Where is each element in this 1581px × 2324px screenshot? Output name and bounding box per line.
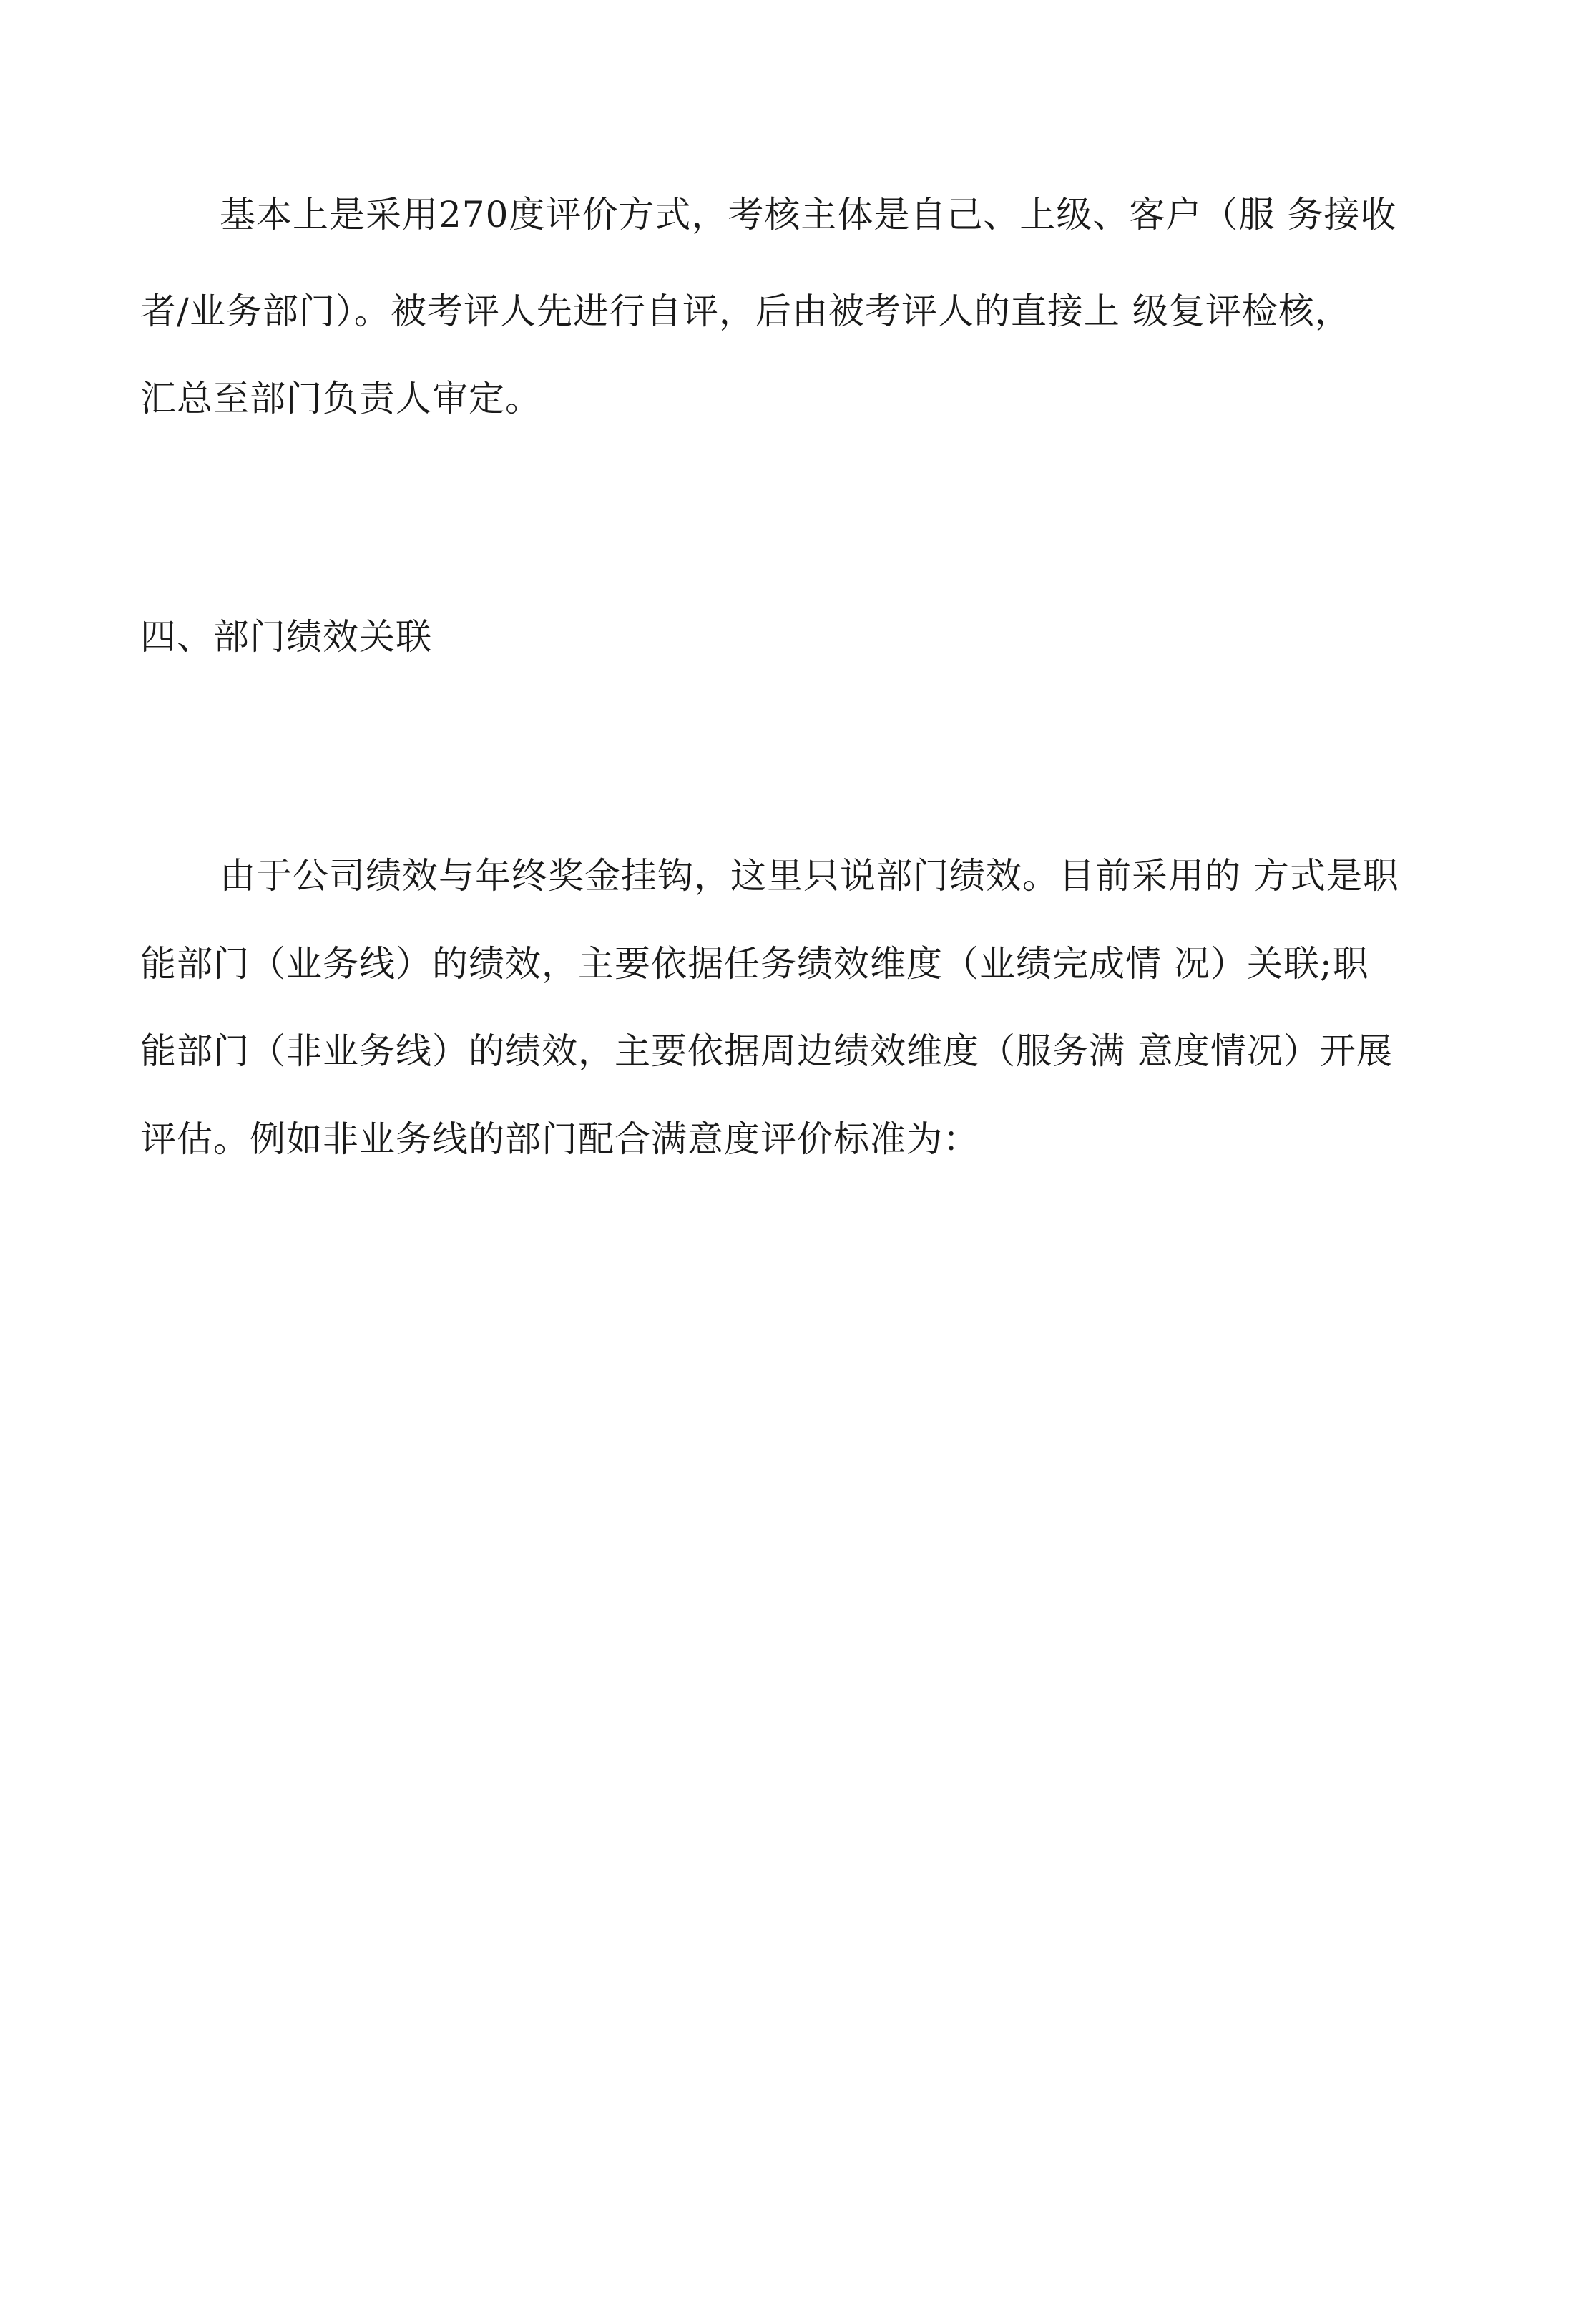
paragraph-1-line-1: 基本上是采用270度评价方式，考核主体是自己、上级、客户（服 务接收: [220, 194, 1397, 235]
section-heading: 四、部门绩效关联: [140, 616, 432, 658]
paragraph-2-line-2: 能部门（业务线）的绩效，主要依据任务绩效维度（业绩完成情 况）关联;职: [140, 943, 1369, 985]
paragraph-2-line-3: 能部门（非业务线）的绩效，主要依据周边绩效维度（服务满 意度情况）开展: [140, 1030, 1393, 1072]
paragraph-2-line-1: 由于公司绩效与年终奖金挂钩，这里只说部门绩效。目前采用的 方式是职: [220, 855, 1399, 897]
paragraph-1-line-2: 者/业务部门）。被考评人先进行自评，后由被考评人的直接上 级复评检核，: [140, 290, 1351, 332]
paragraph-1-line-3: 汇总至部门负责人审定。: [140, 378, 542, 419]
paragraph-2-line-4: 评估。例如非业务线的部门配合满意度评价标准为：: [140, 1118, 979, 1160]
